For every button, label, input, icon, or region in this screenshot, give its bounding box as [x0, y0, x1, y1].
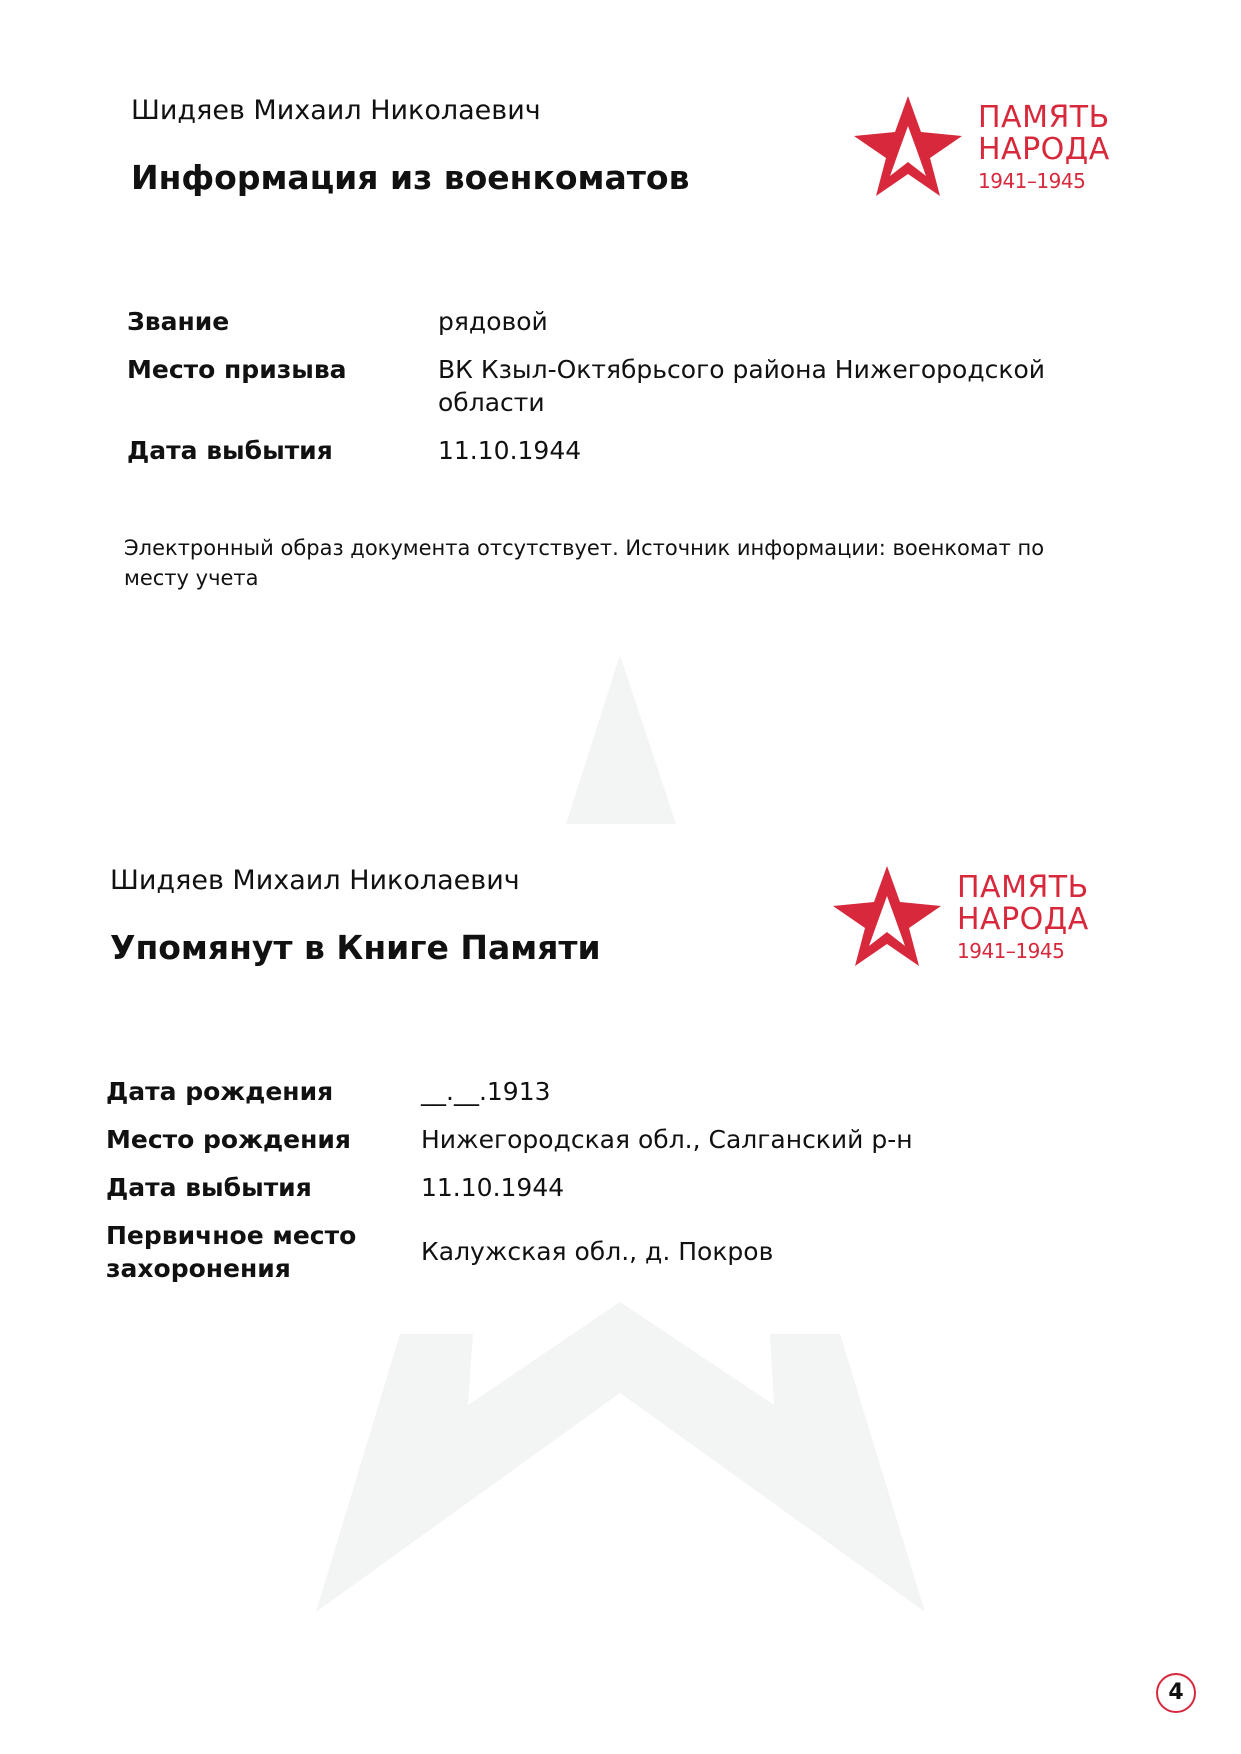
section-title: Упомянут в Книге Памяти	[110, 928, 601, 967]
star-icon	[854, 96, 962, 198]
field-label-birth-place: Место рождения	[106, 1125, 351, 1154]
field-label-rank: Звание	[127, 307, 230, 336]
field-label-draft-place: Место призыва	[127, 355, 347, 384]
field-label-departure-date: Дата выбытия	[127, 436, 333, 465]
field-label-birth-date: Дата рождения	[106, 1077, 334, 1106]
field-label-burial-place: Первичное место захоронения	[106, 1221, 357, 1283]
field-value-departure-date: 11.10.1944	[421, 1173, 565, 1202]
field-value-birth-place: Нижегородская обл., Салганский р-н	[421, 1125, 913, 1154]
logo-years: 1941–1945	[978, 169, 1086, 193]
logo-line-1: ПАМЯТЬ	[957, 870, 1089, 905]
field-value-rank: рядовой	[438, 307, 548, 336]
field-value-burial-place: Калужская обл., д. Покров	[421, 1237, 774, 1266]
section-title: Информация из военкоматов	[131, 158, 690, 197]
logo-line-2: НАРОДА	[978, 132, 1110, 167]
person-name: Шидяев Михаил Николаевич	[110, 865, 520, 896]
pamyat-naroda-logo[interactable]	[833, 866, 1103, 976]
page-number: 4	[1156, 1673, 1196, 1713]
source-note: Электронный образ документа отсутствует. Источник информации: военкомат по месту учета	[124, 536, 1045, 590]
field-value-draft-place: ВК Кзыл-Октябрьсого района Нижегородской области	[438, 355, 1046, 417]
field-label-departure-date: Дата выбытия	[106, 1173, 312, 1202]
star-icon	[833, 866, 941, 968]
person-name: Шидяев Михаил Николаевич	[131, 95, 541, 126]
logo-line-2: НАРОДА	[957, 902, 1089, 937]
pamyat-naroda-logo[interactable]	[854, 96, 1124, 206]
field-value-birth-date: __.__.1913	[421, 1077, 551, 1106]
field-value-departure-date: 11.10.1944	[438, 436, 582, 465]
logo-years: 1941–1945	[957, 939, 1065, 963]
logo-line-1: ПАМЯТЬ	[978, 100, 1110, 135]
